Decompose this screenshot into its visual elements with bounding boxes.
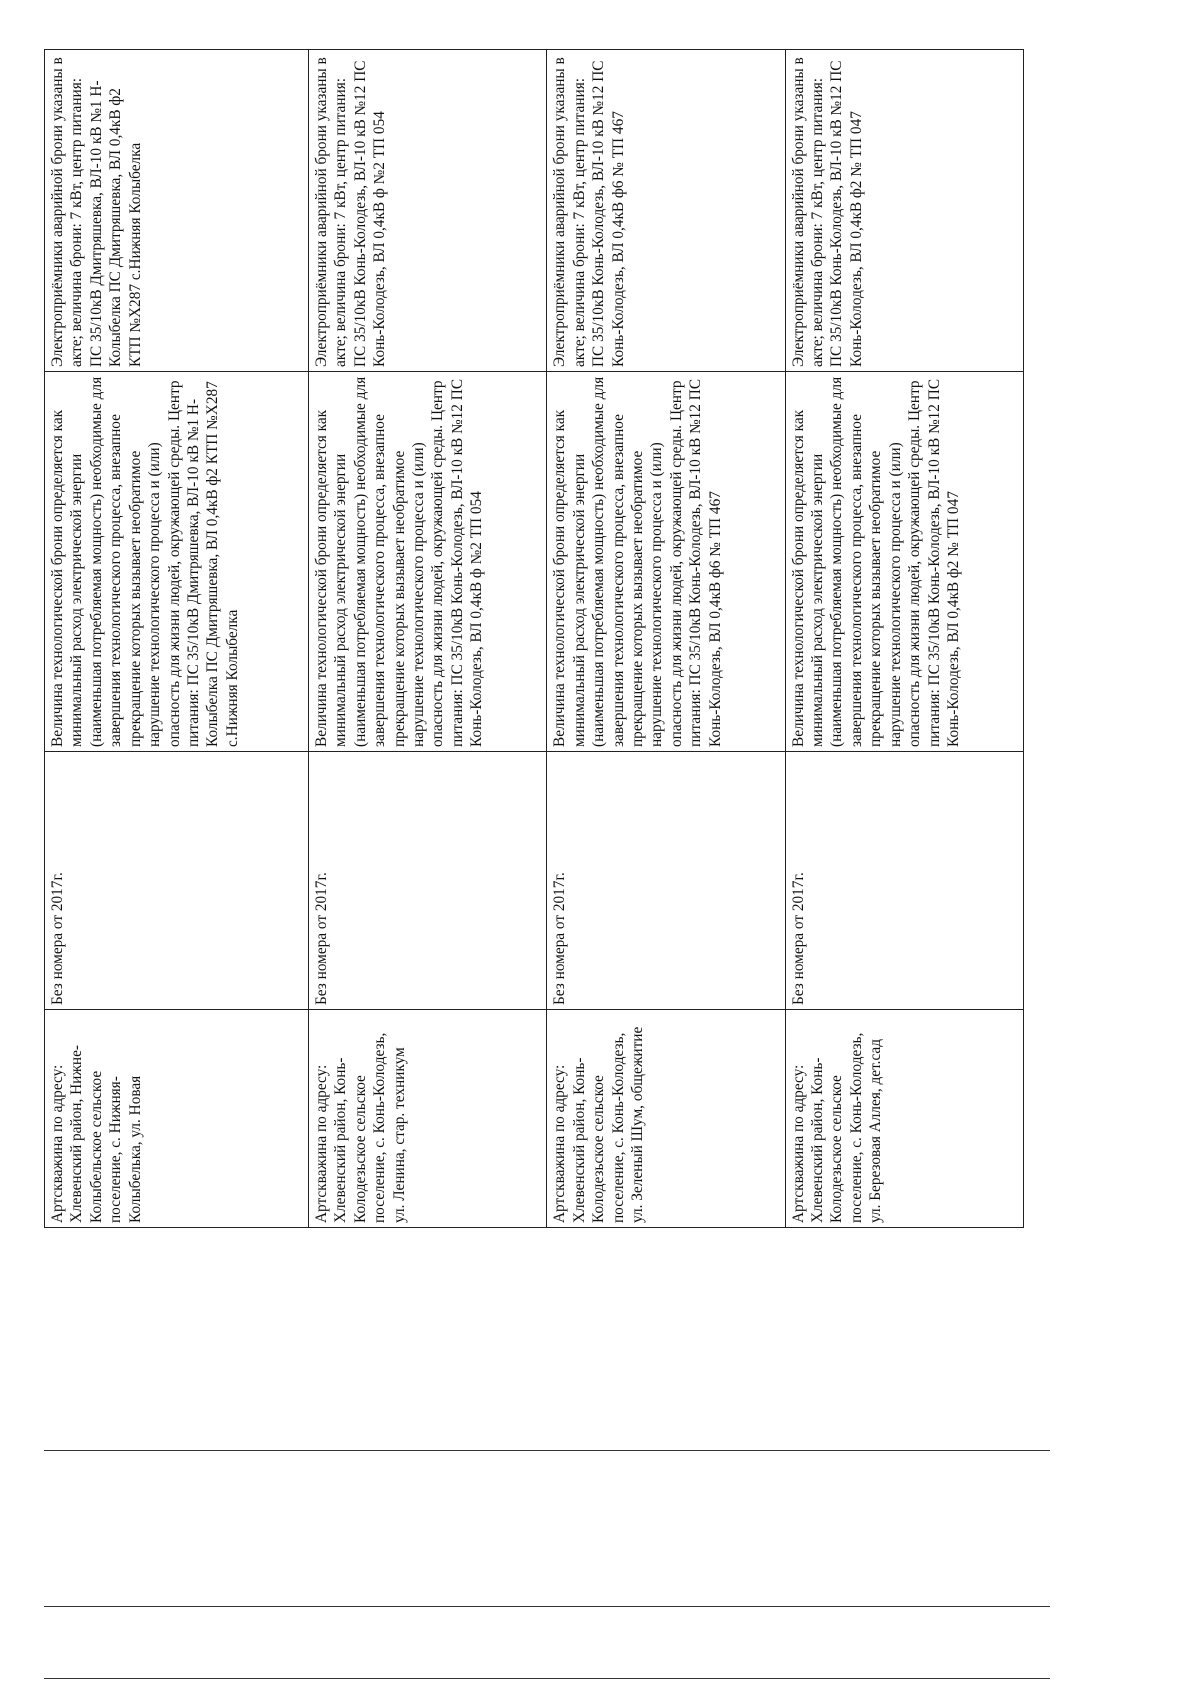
cell-document: Без номера от 2017г. bbox=[45, 752, 309, 1010]
cell-address: Артскважина по адресу: Хлевенский район, Конь-Колодезьское сельское поселение, с. Конь-Колодезь, ул. Зеленый Шум, общежитие bbox=[547, 1010, 785, 1228]
cell-document: Без номера от 2017г. bbox=[547, 752, 785, 1010]
cell-description: Величина технологической брони определяется как минимальный расход электрической энергии (наименьшая потребляемая мощность) необходимые для завершения технологического процесса, внезапное прекращение которых вызывает необратимое нарушение технологического процесса и (или) опасность для жизни людей, окружающей среды. Центр питания: ПС 35/10кВ Конь-Колодезь, ВЛ-10 кВ №12 ПС Конь-Колодезь, ВЛ 0,4кВ ф №2 ТП 054 bbox=[308, 372, 546, 752]
cell-consumers: Электроприёмники аварийной брони указаны в акте; величина брони: 7 кВт, центр питания: ПС 35/10кВ Дмитряшевка, ВЛ-10 кВ №1 Н-Колыбелка ПС Дмитряшевка, ВЛ 0,4кВ ф2 КТП №Х287 с.Нижняя Колыбелка bbox=[45, 50, 309, 372]
table-row bbox=[785, 50, 1023, 1228]
rotated-table-container bbox=[44, 50, 1024, 1228]
cell-address: Артскважина по адресу: Хлевенский район, Нижне-Колыбельское сельское поселение, с. Нижняя-Колыбелька, ул. Новая bbox=[45, 1010, 309, 1228]
signature-line bbox=[44, 1450, 1050, 1451]
signature-line bbox=[44, 1678, 1050, 1679]
cell-description: Величина технологической брони определяется как минимальный расход электрической энергии (наименьшая потребляемая мощность) необходимые для завершения технологического процесса, внезапное прекращение которых вызывает необратимое нарушение технологического процесса и (или) опасность для жизни людей, окружающей среды. Центр питания: ПС 35/10кВ Дмитряшевка, ВЛ-10 кВ №1 Н-Колыбелка ПС Дмитряшевка, ВЛ 0,4кВ ф2 КТП №Х287 с.Нижняя Колыбелка bbox=[45, 372, 309, 752]
signature-line bbox=[44, 1606, 1050, 1607]
table-row bbox=[547, 50, 785, 1228]
cell-address: Артскважина по адресу: Хлевенский район, Конь-Колодезьское сельское поселение, с. Конь-Колодезь, ул. Березовая Аллея, дет.сад bbox=[785, 1010, 1023, 1228]
table-row bbox=[308, 50, 546, 1228]
table-row bbox=[45, 50, 309, 1228]
cell-consumers: Электроприёмники аварийной брони указаны в акте; величина брони: 7 кВт, центр питания: ПС 35/10кВ Конь-Колодезь, ВЛ-10 кВ №12 ПС Конь-Колодезь, ВЛ 0,4кВ ф №2 ТП 054 bbox=[308, 50, 546, 372]
cell-document: Без номера от 2017г. bbox=[785, 752, 1023, 1010]
cell-consumers: Электроприёмники аварийной брони указаны в акте; величина брони: 7 кВт, центр питания: ПС 35/10кВ Конь-Колодезь, ВЛ-10 кВ №12 ПС Конь-Колодезь, ВЛ 0,4кВ ф6 № ТП 467 bbox=[547, 50, 785, 372]
cell-document: Без номера от 2017г. bbox=[308, 752, 546, 1010]
emergency-reserve-table bbox=[44, 49, 1024, 1228]
cell-description: Величина технологической брони определяется как минимальный расход электрической энергии (наименьшая потребляемая мощность) необходимые для завершения технологического процесса, внезапное прекращение которых вызывает необратимое нарушение технологического процесса и (или) опасность для жизни людей, окружающей среды. Центр питания: ПС 35/10кВ Конь-Колодезь, ВЛ-10 кВ №12 ПС Конь-Колодезь, ВЛ 0,4кВ ф2 № ТП 047 bbox=[785, 372, 1023, 752]
cell-description: Величина технологической брони определяется как минимальный расход электрической энергии (наименьшая потребляемая мощность) необходимые для завершения технологического процесса, внезапное прекращение которых вызывает необратимое нарушение технологического процесса и (или) опасность для жизни людей, окружающей среды. Центр питания: ПС 35/10кВ Конь-Колодезь, ВЛ-10 кВ №12 ПС Конь-Колодезь, ВЛ 0,4кВ ф6 № ТП 467 bbox=[547, 372, 785, 752]
cell-consumers: Электроприёмники аварийной брони указаны в акте; величина брони: 7 кВт, центр питания: ПС 35/10кВ Конь-Колодезь, ВЛ-10 кВ №12 ПС Конь-Колодезь, ВЛ 0,4кВ ф2 № ТП 047 bbox=[785, 50, 1023, 372]
cell-address: Артскважина по адресу: Хлевенский район, Конь-Колодезьское сельское поселение, с. Конь-Колодезь, ул. Ленина, стар. техникум bbox=[308, 1010, 546, 1228]
